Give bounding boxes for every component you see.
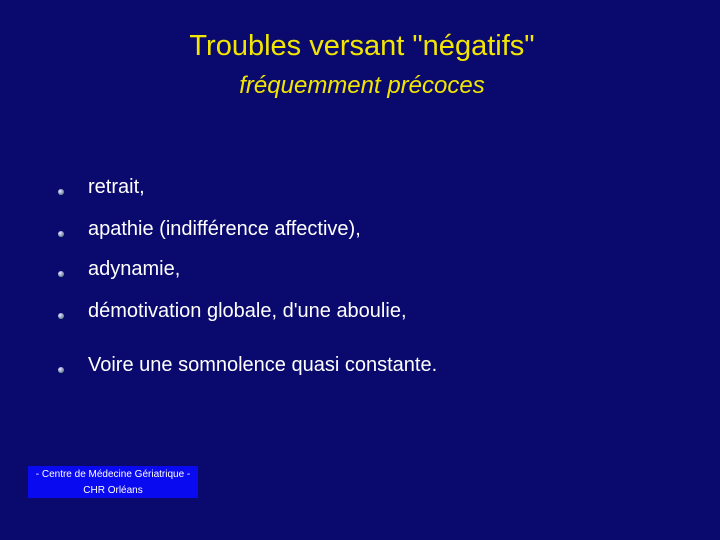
bullet-item-demotivation — [58, 297, 407, 325]
bullet-text: Voire une somnolence quasi constante. — [88, 354, 438, 376]
bullet-text: adynamie, — [88, 258, 181, 280]
footer-location: CHR Orléans — [83, 485, 143, 496]
slide-subtitle: fréquemment précoces — [239, 72, 485, 99]
bullet-item-adynamie — [58, 255, 180, 283]
bullet-item-somnolence — [58, 351, 437, 379]
bullet-text: démotivation globale, d'une aboulie, — [88, 300, 407, 322]
bullet-item-retrait — [58, 173, 145, 201]
bullet-text: apathie (indifférence affective), — [88, 218, 361, 240]
bullet-dot-icon — [58, 271, 64, 277]
bullet-dot-icon — [58, 367, 64, 373]
footer-organization: - Centre de Médecine Gériatrique - — [35, 469, 191, 480]
slide-title: Troubles versant "négatifs" — [189, 30, 535, 62]
bullet-text: retrait, — [88, 176, 145, 198]
bullet-dot-icon — [58, 313, 64, 319]
bullet-item-apathie — [58, 215, 361, 243]
bullet-dot-icon — [58, 189, 64, 195]
footer-box — [28, 466, 198, 498]
bullet-dot-icon — [58, 231, 64, 237]
